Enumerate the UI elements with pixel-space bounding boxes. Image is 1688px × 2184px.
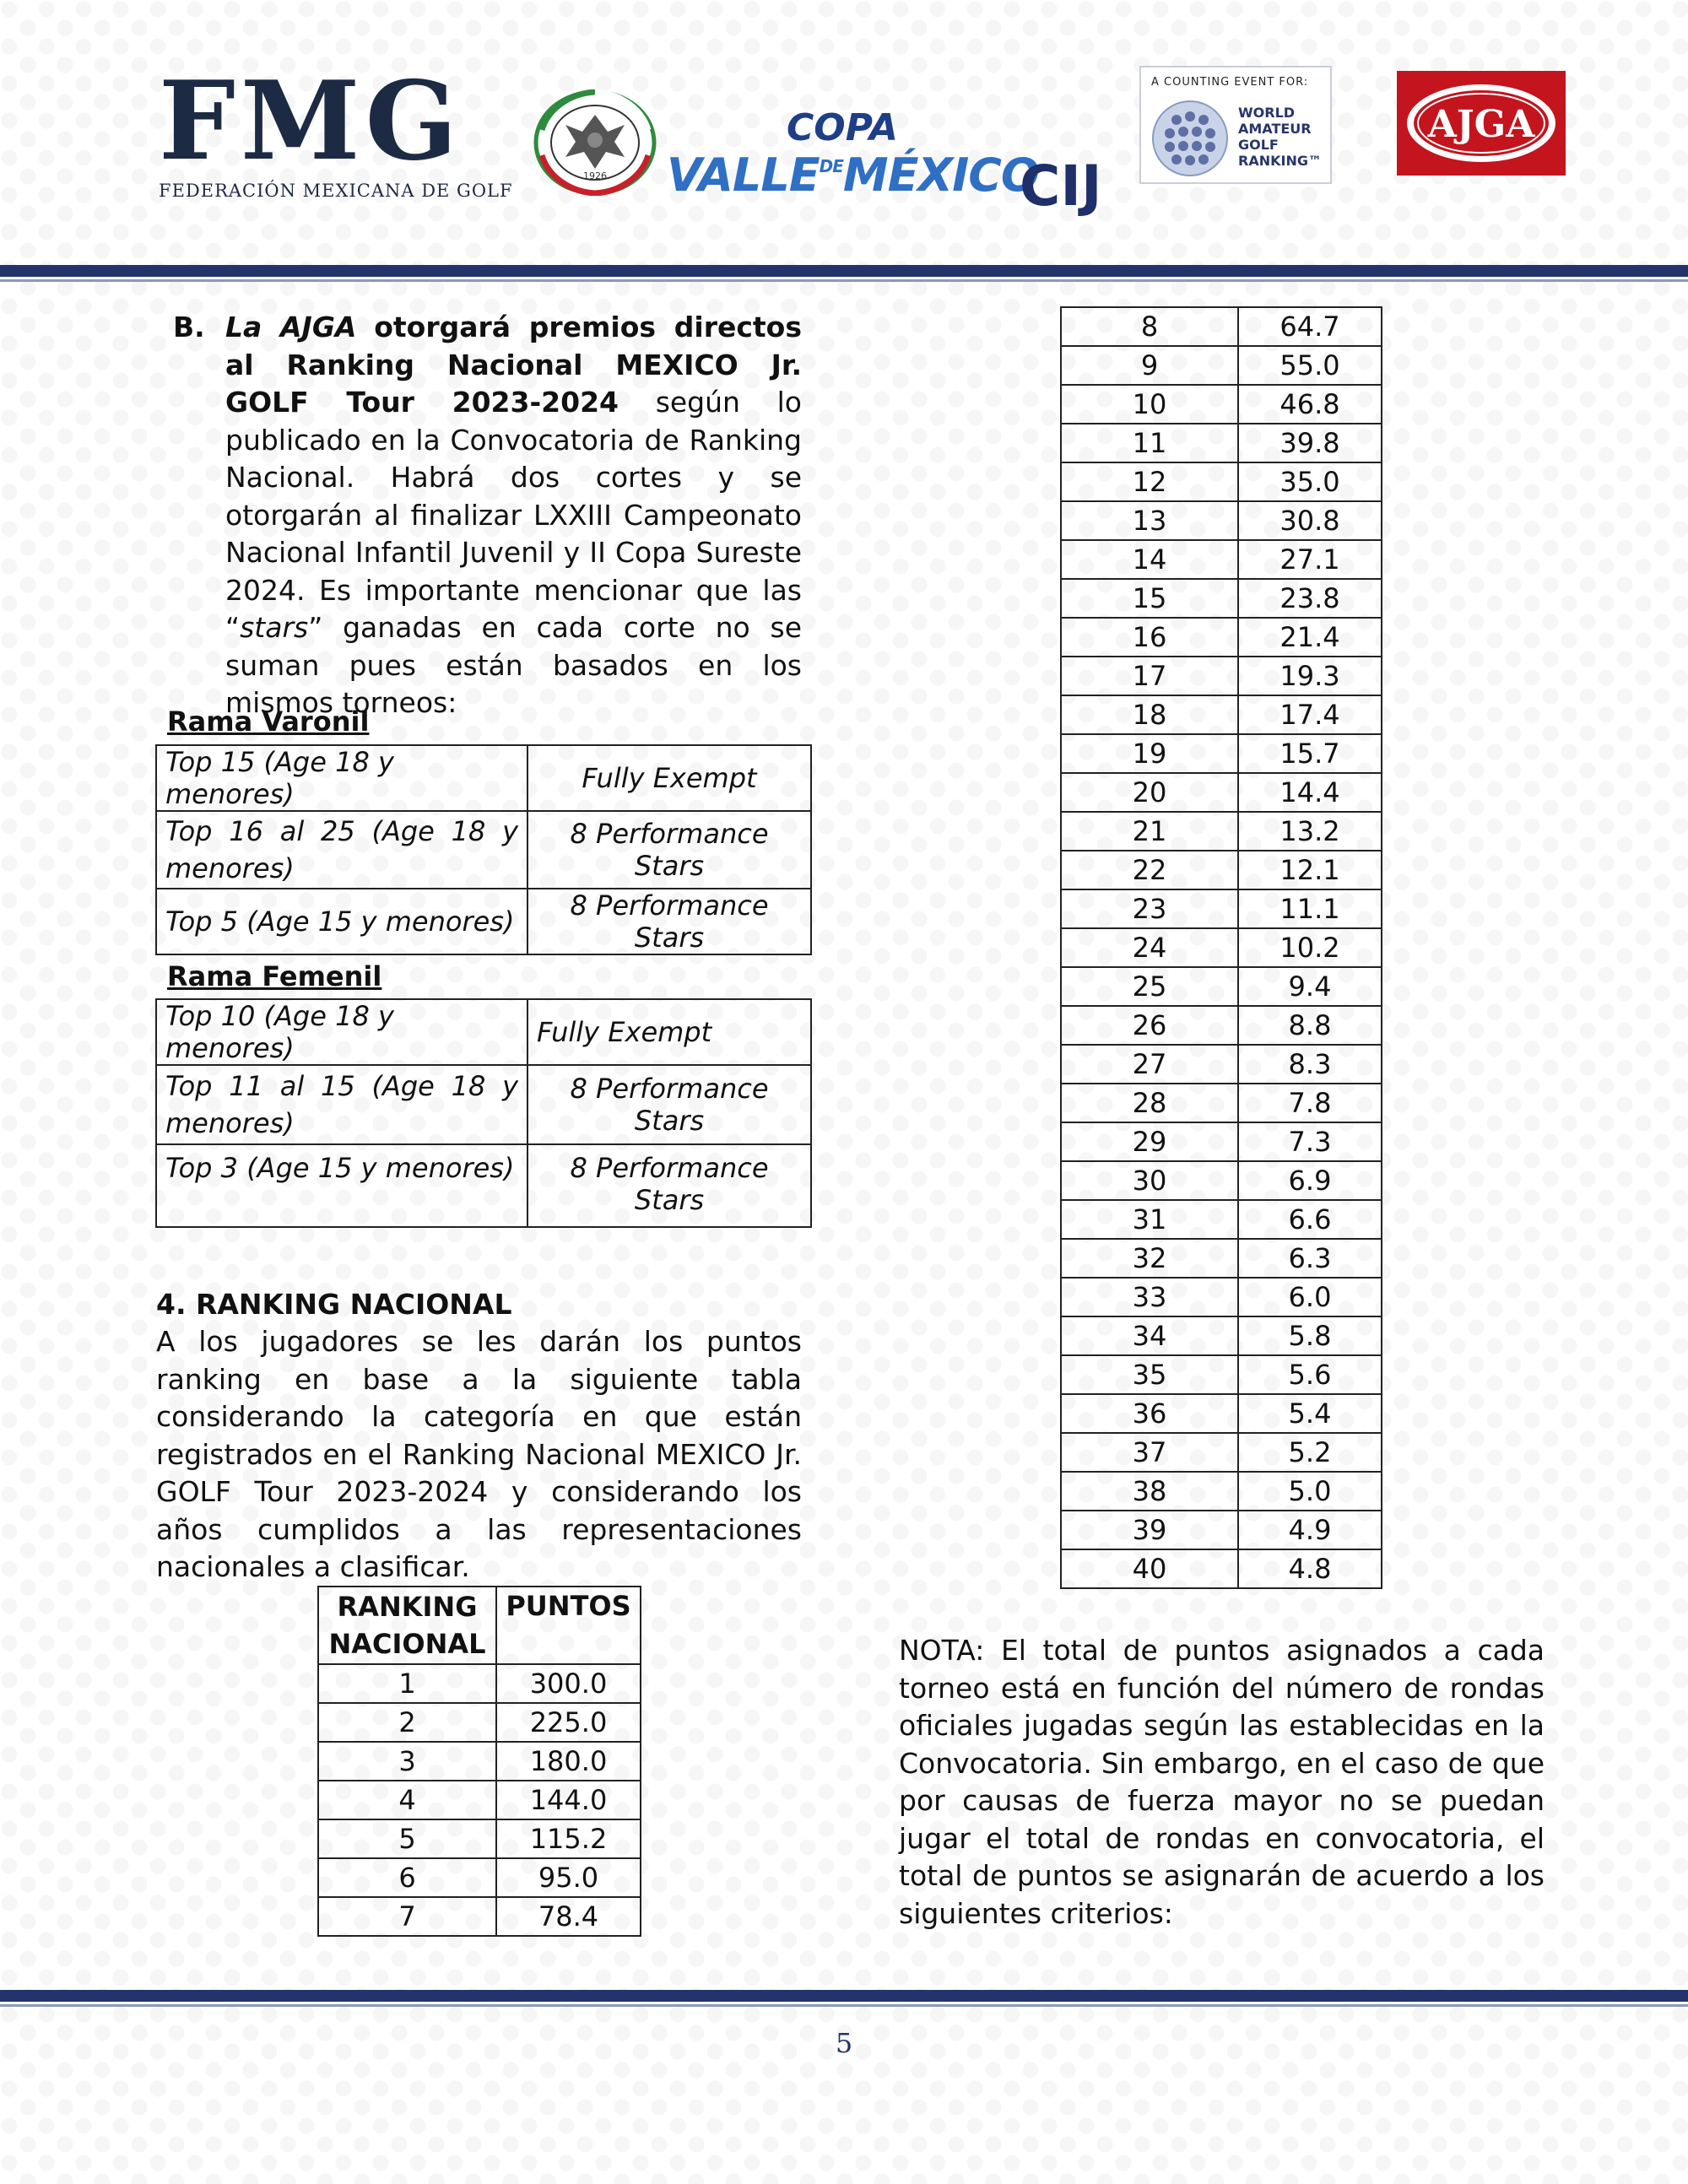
points-cell: 14.4: [1238, 773, 1382, 812]
golf-ball-icon: [1151, 100, 1229, 177]
rank-cell: 29: [1061, 1122, 1238, 1161]
points-cell: 27.1: [1238, 540, 1382, 579]
award-cell: 8 Performance Stars: [528, 811, 811, 889]
table-row: [1061, 1433, 1382, 1472]
table-row: [156, 811, 811, 889]
points-cell: 11.1: [1238, 889, 1382, 928]
rama-varonil-table: [155, 744, 812, 955]
points-cell: 300.0: [496, 1664, 641, 1703]
rank-cell: 39: [1061, 1511, 1238, 1549]
category-cell: Top 16 al 25 (Age 18 y menores): [156, 811, 528, 889]
table-row: [318, 1819, 641, 1858]
copa-valle-de-mexico-logo: [667, 106, 1106, 224]
rank-cell: 38: [1061, 1472, 1238, 1511]
points-cell: 19.3: [1238, 657, 1382, 695]
points-cell: 13.2: [1238, 812, 1382, 851]
wagr-line: WORLD: [1238, 105, 1296, 121]
points-cell: 4.8: [1238, 1549, 1382, 1588]
rank-cell: 20: [1061, 773, 1238, 812]
de-text: DE: [819, 156, 843, 176]
table-row: [1061, 928, 1382, 967]
points-cell: 95.0: [496, 1858, 641, 1897]
points-cell: 5.4: [1238, 1394, 1382, 1433]
table-row: [156, 1144, 811, 1227]
rank-cell: 18: [1061, 695, 1238, 734]
header-rule: [0, 265, 1688, 277]
table-row: [318, 1664, 641, 1703]
rank-cell: 15: [1061, 579, 1238, 618]
points-cell: 6.9: [1238, 1161, 1382, 1200]
rank-cell: 32: [1061, 1239, 1238, 1278]
points-cell: 7.8: [1238, 1084, 1382, 1122]
points-cell: 8.8: [1238, 1006, 1382, 1045]
table-row: [1061, 1278, 1382, 1316]
copa-word: COPA: [787, 106, 898, 149]
points-cell: 6.6: [1238, 1200, 1382, 1239]
rank-cell: 9: [1061, 346, 1238, 385]
table-row: [318, 1858, 641, 1897]
table-row: [1061, 812, 1382, 851]
rama-varonil-heading: Rama Varonil: [167, 705, 370, 738]
rank-cell: 1: [318, 1664, 496, 1703]
ranking-intro: otorgará premios directos al Ranking Nacional MEXICO Jr. GOLF Tour 2023-2024: [225, 311, 802, 419]
section-4-title: 4. RANKING NACIONAL: [156, 1288, 512, 1321]
ajga-logo: [1397, 71, 1566, 176]
table-row: [1061, 385, 1382, 424]
rank-cell: 11: [1061, 424, 1238, 462]
header-rule-thin: [0, 279, 1688, 282]
rank-cell: 36: [1061, 1394, 1238, 1433]
points-cell: 5.6: [1238, 1355, 1382, 1394]
award-cell: Fully Exempt: [528, 999, 811, 1065]
award-cell: Fully Exempt: [528, 745, 811, 811]
fmg-subtitle: FEDERACIÓN MEXICANA DE GOLF: [159, 181, 513, 201]
rank-cell: 14: [1061, 540, 1238, 579]
points-cell: 12.1: [1238, 851, 1382, 889]
table-row: [318, 1703, 641, 1742]
rank-cell: 17: [1061, 657, 1238, 695]
rank-cell: 37: [1061, 1433, 1238, 1472]
table-row: [1061, 1472, 1382, 1511]
rank-cell: 4: [318, 1781, 496, 1819]
cij-mark: CIJ: [1020, 154, 1102, 219]
fmg-wordmark: FMG: [159, 58, 463, 185]
mexico-text: MÉXICO: [842, 149, 1039, 202]
table-row: [1061, 1355, 1382, 1394]
points-cell: 9.4: [1238, 967, 1382, 1006]
footer-rule: [0, 1990, 1688, 2002]
rank-cell: 40: [1061, 1549, 1238, 1588]
points-cell: 64.7: [1238, 307, 1382, 346]
table-row: [1061, 1394, 1382, 1433]
table-row: [1061, 695, 1382, 734]
table-row: [1061, 540, 1382, 579]
rank-cell: 10: [1061, 385, 1238, 424]
rank-cell: 24: [1061, 928, 1238, 967]
rank-cell: 35: [1061, 1355, 1238, 1394]
rank-cell: 7: [318, 1897, 496, 1936]
points-cell: 144.0: [496, 1781, 641, 1819]
page-number: 5: [835, 2027, 853, 2059]
points-cell: 10.2: [1238, 928, 1382, 967]
nota-paragraph: NOTA: El total de puntos asignados a cada torneo está en función del número de rondas oficiales jugadas según las establecidas en la Convocatoria. Sin embargo, en el caso de que por causas de fuerza mayor no se puedan jugar el total de rondas en convocatoria, el total de puntos se asignarán de acuerdo a los siguientes criterios:: [899, 1634, 1545, 1930]
ranking-table-part-2: [1060, 306, 1382, 1589]
category-cell: Top 11 al 15 (Age 18 y menores): [156, 1065, 528, 1144]
section-b-letter: B.: [173, 311, 205, 343]
table-row: [156, 745, 811, 811]
ranking-header: RANKING NACIONAL: [318, 1587, 496, 1664]
table-row: [1061, 773, 1382, 812]
points-cell: 15.7: [1238, 734, 1382, 773]
category-cell: Top 10 (Age 18 y menores): [156, 999, 528, 1065]
rank-cell: 31: [1061, 1200, 1238, 1239]
points-header: PUNTOS: [496, 1587, 641, 1664]
valle-text: VALLE: [667, 149, 820, 202]
table-row: [1061, 1084, 1382, 1122]
wagr-logo: [1139, 66, 1332, 184]
rank-cell: 34: [1061, 1316, 1238, 1355]
rank-cell: 22: [1061, 851, 1238, 889]
points-cell: 78.4: [496, 1897, 641, 1936]
table-row: [1061, 579, 1382, 618]
wagr-line: AMATEUR: [1238, 121, 1312, 137]
table-row: [1061, 501, 1382, 540]
points-cell: 46.8: [1238, 385, 1382, 424]
rank-cell: 8: [1061, 307, 1238, 346]
points-cell: 6.0: [1238, 1278, 1382, 1316]
table-row: [1061, 307, 1382, 346]
table-row: [1061, 424, 1382, 462]
table-row: [318, 1897, 641, 1936]
paragraph-text-2: ” ganadas en cada corte no se suman pues están basados en los mismos torneos:: [225, 611, 802, 719]
table-row: [156, 889, 811, 954]
rank-cell: 28: [1061, 1084, 1238, 1122]
paragraph-text-1: según lo publicado en la Convocatoria de Ranking Nacional. Habrá dos cortes y se otorgarán al finalizar LXXIII Campeonato Nacional Infantil Juvenil y II Copa Sureste 2024. Es importante mencionar que las “: [225, 386, 802, 644]
rank-cell: 12: [1061, 462, 1238, 501]
points-cell: 55.0: [1238, 346, 1382, 385]
table-row: [1061, 346, 1382, 385]
fmg-logo: [159, 58, 513, 201]
points-cell: 5.0: [1238, 1472, 1382, 1511]
table-row: [1061, 734, 1382, 773]
points-cell: 115.2: [496, 1819, 641, 1858]
category-cell: Top 15 (Age 18 y menores): [156, 745, 528, 811]
rank-cell: 25: [1061, 967, 1238, 1006]
wagr-line: GOLF: [1238, 137, 1279, 153]
points-cell: 6.3: [1238, 1239, 1382, 1278]
table-row: [1061, 462, 1382, 501]
rank-cell: 6: [318, 1858, 496, 1897]
table-row: [1061, 1511, 1382, 1549]
table-row: [1061, 1316, 1382, 1355]
table-row: [1061, 1200, 1382, 1239]
rank-cell: 2: [318, 1703, 496, 1742]
table-row: [318, 1742, 641, 1781]
rank-cell: 5: [318, 1819, 496, 1858]
category-cell: Top 5 (Age 15 y menores): [156, 889, 528, 954]
wagr-text: [1238, 105, 1322, 169]
table-row: [1061, 1045, 1382, 1084]
points-cell: 23.8: [1238, 579, 1382, 618]
rank-cell: 13: [1061, 501, 1238, 540]
section-b-paragraph: [225, 309, 802, 722]
rank-cell: 3: [318, 1742, 496, 1781]
table-row: [1061, 1239, 1382, 1278]
points-cell: 5.2: [1238, 1433, 1382, 1472]
table-row: [1061, 889, 1382, 928]
points-cell: 39.8: [1238, 424, 1382, 462]
table-row: [156, 1065, 811, 1144]
seal-year: 1926: [583, 170, 607, 181]
rank-cell: 16: [1061, 618, 1238, 657]
table-row: [1061, 1122, 1382, 1161]
ajga-text: AJGA: [1427, 103, 1535, 146]
table-row: [1061, 967, 1382, 1006]
table-row: [1061, 1161, 1382, 1200]
valle-de-mexico-word: [667, 149, 1039, 202]
category-cell: Top 3 (Age 15 y menores): [156, 1144, 528, 1227]
points-cell: 21.4: [1238, 618, 1382, 657]
table-row: [1061, 851, 1382, 889]
table-row: [1061, 657, 1382, 695]
stars-word: stars: [240, 611, 309, 644]
points-cell: 8.3: [1238, 1045, 1382, 1084]
table-row: [1061, 1549, 1382, 1588]
ajga-intro: La AJGA: [225, 311, 357, 343]
ranking-rows: [318, 1664, 641, 1936]
points-cell: 5.8: [1238, 1316, 1382, 1355]
ranking-table-part-1: [317, 1586, 641, 1937]
points-cell: 4.9: [1238, 1511, 1382, 1549]
table-row: [156, 999, 811, 1065]
rank-cell: 27: [1061, 1045, 1238, 1084]
rank-cell: 19: [1061, 734, 1238, 773]
rank-cell: 21: [1061, 812, 1238, 851]
points-cell: 17.4: [1238, 695, 1382, 734]
award-cell: 8 Performance Stars: [528, 889, 811, 954]
footer-rule-thin: [0, 2004, 1688, 2007]
points-cell: 35.0: [1238, 462, 1382, 501]
award-cell: 8 Performance Stars: [528, 1065, 811, 1144]
rama-femenil-heading: Rama Femenil: [167, 960, 382, 992]
rank-cell: 23: [1061, 889, 1238, 928]
wagr-line: RANKING™: [1238, 153, 1322, 169]
points-cell: 30.8: [1238, 501, 1382, 540]
table-header-row: [318, 1587, 641, 1664]
rank-cell: 26: [1061, 1006, 1238, 1045]
wagr-top-text: A COUNTING EVENT FOR:: [1151, 76, 1309, 89]
rank-cell: 33: [1061, 1278, 1238, 1316]
points-cell: 180.0: [496, 1742, 641, 1781]
rank-cell: 30: [1061, 1161, 1238, 1200]
ranking-rows: [1061, 307, 1382, 1588]
eagle-seal-icon: [533, 89, 657, 196]
table-row: [318, 1781, 641, 1819]
table-row: [1061, 618, 1382, 657]
section-4-paragraph: A los jugadores se les darán los puntos ranking en base a la siguiente tabla considerando la categoría en que están registrados en el Ranking Nacional MEXICO Jr. GOLF Tour 2023-2024 y considerando los años cumplidos a las representaciones nacionales a clasificar.: [156, 1325, 802, 1583]
table-row: [1061, 1006, 1382, 1045]
points-cell: 7.3: [1238, 1122, 1382, 1161]
award-cell: 8 Performance Stars: [528, 1144, 811, 1227]
rama-femenil-table: [155, 998, 812, 1228]
points-cell: 225.0: [496, 1703, 641, 1742]
